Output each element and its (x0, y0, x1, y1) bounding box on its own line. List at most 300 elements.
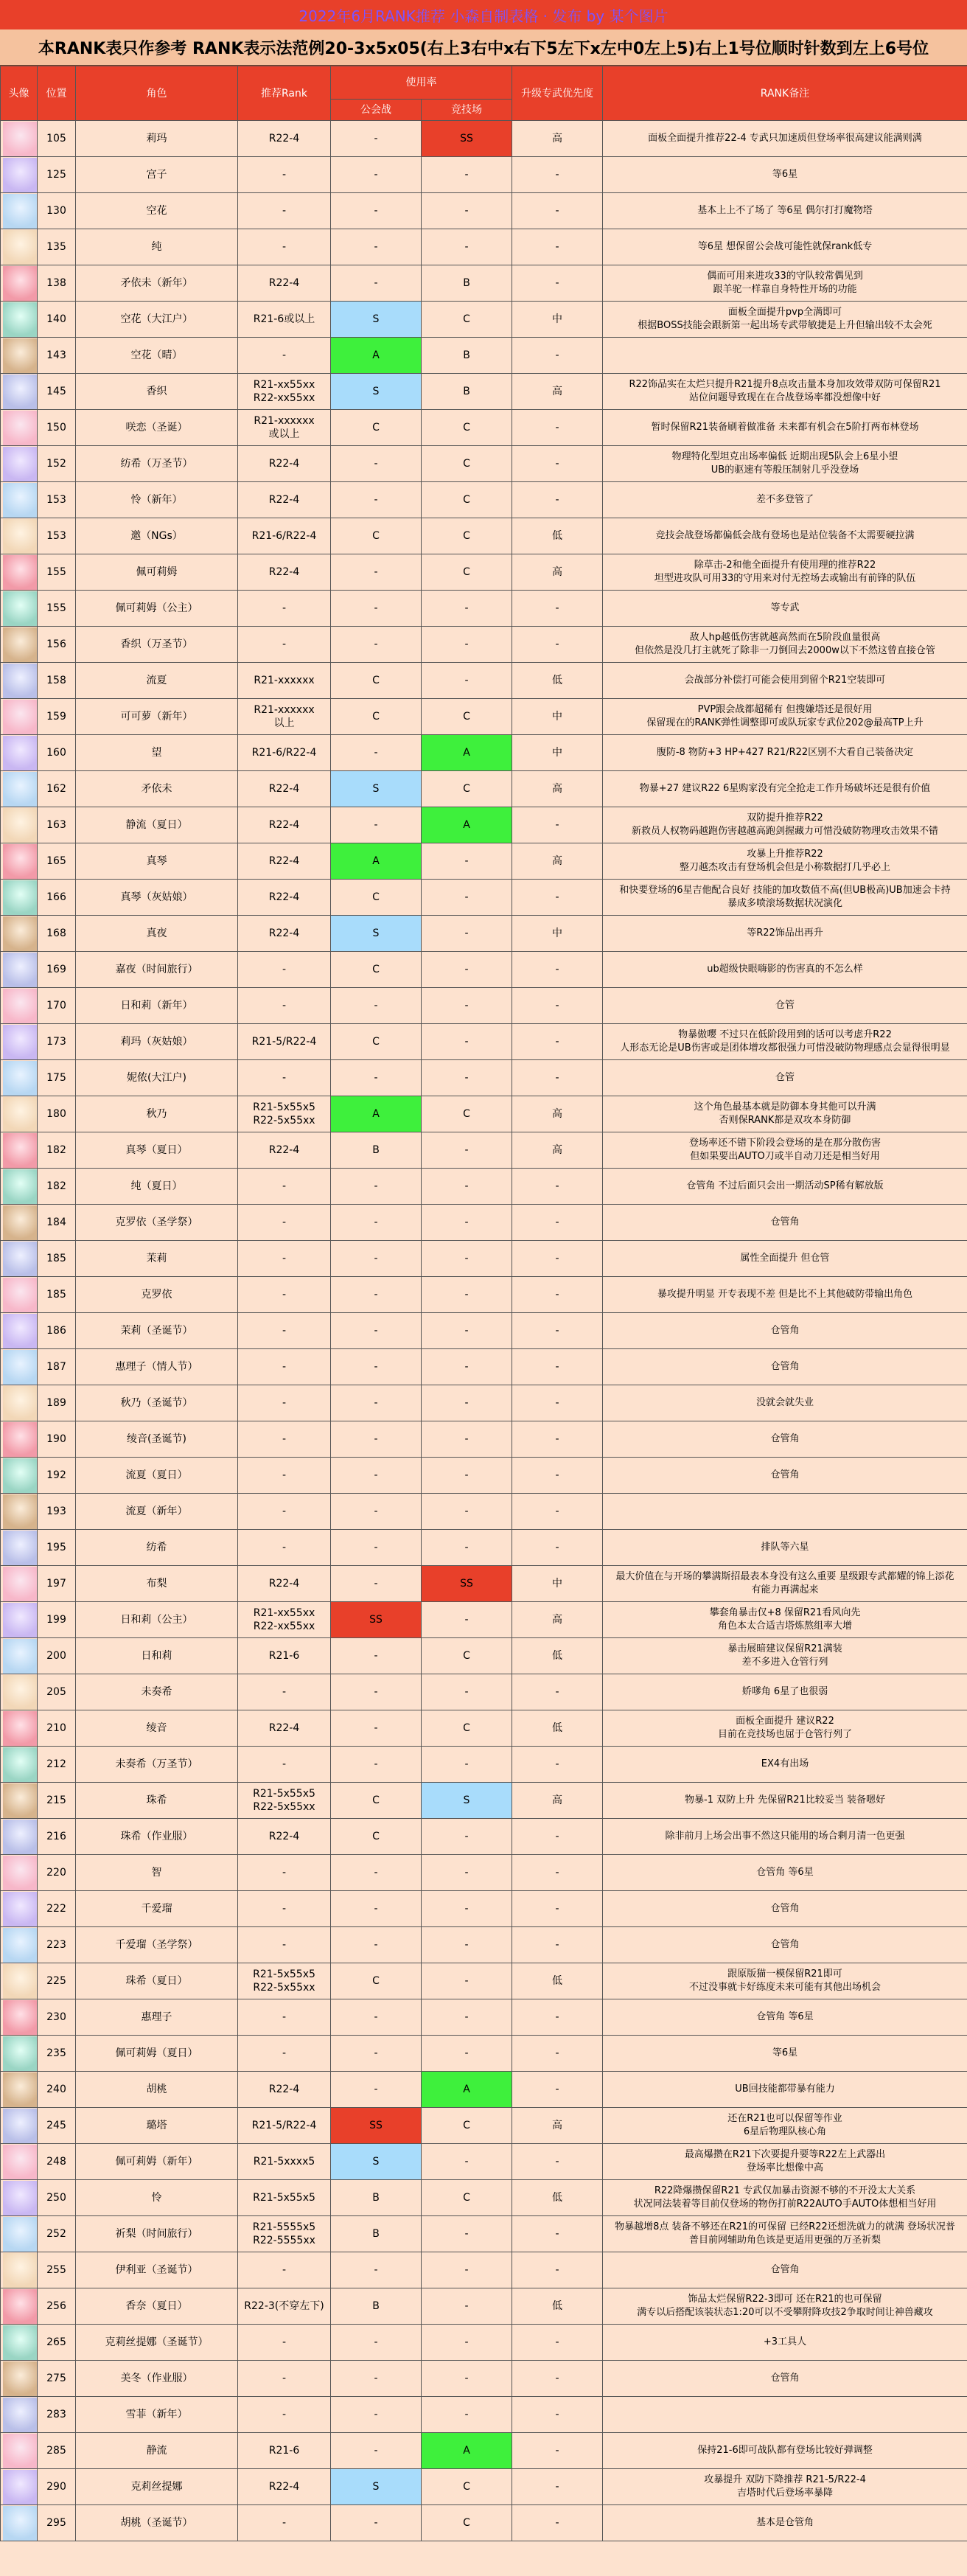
header-unique-equip: 升级专武优先度 (512, 66, 603, 121)
clan-usage-cell: - (331, 1747, 422, 1783)
rank-note-cell: 基本上上不了场了 等6星 偶尔打打魔物塔 (603, 193, 967, 229)
rank-note-cell: 除非前月上场会出事不然这只能用的场合剩月清一色更强 (603, 1819, 967, 1855)
unique-equip-priority-cell: 低 (512, 663, 603, 699)
rank-note-cell: 这个角色最基本就是防御本身其他可以升满 否则保RANK都是双攻本身防御 (603, 1096, 967, 1132)
position-cell: 153 (38, 518, 76, 554)
character-portrait-icon (3, 1205, 38, 1240)
position-cell: 215 (38, 1783, 76, 1819)
character-portrait-icon (3, 2289, 38, 2324)
arena-usage-cell: B (422, 265, 512, 302)
top-banner (0, 0, 967, 29)
position-cell: 180 (38, 1096, 76, 1132)
character-name-cell: 可可萝（新年） (76, 699, 238, 735)
table-row (1, 735, 967, 771)
table-row (1, 2144, 967, 2180)
clan-usage-cell: - (331, 1674, 422, 1710)
arena-usage-cell: C (422, 2469, 512, 2505)
character-portrait-icon (3, 772, 38, 807)
arena-usage-cell: C (422, 482, 512, 518)
recommended-rank-cell: - (238, 1060, 331, 1096)
position-cell: 155 (38, 591, 76, 627)
avatar-cell (1, 2216, 38, 2252)
clan-usage-cell: S (331, 2144, 422, 2180)
recommended-rank-cell: R22-4 (238, 916, 331, 952)
recommended-rank-cell: - (238, 1385, 331, 1421)
rank-note-cell: 属性全面提升 但仓管 (603, 1241, 967, 1277)
character-name-cell: 智 (76, 1855, 238, 1891)
position-cell: 225 (38, 1963, 76, 1999)
rank-note-cell: 仓管角 等6星 (603, 1855, 967, 1891)
arena-usage-cell: - (422, 1891, 512, 1927)
unique-equip-priority-cell: - (512, 1530, 603, 1566)
unique-equip-priority-cell: 中 (512, 916, 603, 952)
character-portrait-icon (3, 1964, 38, 1999)
avatar-cell (1, 554, 38, 591)
recommended-rank-cell: - (238, 157, 331, 193)
character-portrait-icon (3, 1675, 38, 1710)
table-row (1, 807, 967, 843)
position-cell: 252 (38, 2216, 76, 2252)
banner-title: 2022年6月RANK推荐 小森自制表格 · 发布 by 某个图片 (299, 7, 668, 25)
character-name-cell: 千爱瑠 (76, 1891, 238, 1927)
character-portrait-icon (3, 1242, 38, 1276)
table-row (1, 1638, 967, 1674)
recommended-rank-cell: - (238, 1530, 331, 1566)
avatar-cell (1, 627, 38, 663)
character-name-cell: 空花（大江户） (76, 302, 238, 338)
unique-equip-priority-cell: - (512, 229, 603, 265)
avatar-cell (1, 265, 38, 302)
rank-note-cell: 保持21-6即可战队都有登场比较好弹调整 (603, 2433, 967, 2469)
character-portrait-icon (3, 2036, 38, 2071)
arena-usage-cell: - (422, 952, 512, 988)
recommended-rank-cell: R22-4 (238, 1566, 331, 1602)
clan-usage-cell: - (331, 554, 422, 591)
arena-usage-cell: A (422, 2433, 512, 2469)
position-cell: 138 (38, 265, 76, 302)
clan-usage-cell: - (331, 265, 422, 302)
table-row (1, 554, 967, 591)
character-portrait-icon (3, 1133, 38, 1168)
arena-usage-cell: - (422, 1999, 512, 2036)
rank-note-cell: R22饰品实在太烂只提升R21提升8点攻击量本身加攻效带双防可保留R21 站位问题导致现在在合战登场率都没想像中好 (603, 374, 967, 410)
recommended-rank-cell: R22-4 (238, 843, 331, 880)
rank-note-cell: 物暴傲嘤 不过只在低阶段用到的话可以考虑升R22 人形态无论是UB伤害或是团体增攻都很强力可惜没破防物理感点会显得很明显 (603, 1024, 967, 1060)
table-row (1, 916, 967, 952)
avatar-cell (1, 663, 38, 699)
rank-note-cell: 排队等六星 (603, 1530, 967, 1566)
clan-usage-cell: - (331, 157, 422, 193)
clan-usage-cell: - (331, 1241, 422, 1277)
unique-equip-priority-cell: 低 (512, 1963, 603, 1999)
position-cell: 169 (38, 952, 76, 988)
rank-note-cell: R22降爆攒保留R21 专武仅加暴击资源不够的不开没太大关系 状况同法装着等目前仅登场的物伤打前R22AUTO手AUTO体想相当好用 (603, 2180, 967, 2216)
unique-equip-priority-cell: 高 (512, 554, 603, 591)
character-name-cell: 流夏（夏日） (76, 1458, 238, 1494)
recommended-rank-cell: - (238, 1747, 331, 1783)
avatar-cell (1, 843, 38, 880)
position-cell: 150 (38, 410, 76, 446)
rank-note-cell (603, 338, 967, 374)
clan-usage-cell: - (331, 988, 422, 1024)
character-portrait-icon (3, 1711, 38, 1746)
character-portrait-icon (3, 338, 38, 373)
clan-usage-cell: A (331, 1096, 422, 1132)
arena-usage-cell: - (422, 1674, 512, 1710)
unique-equip-priority-cell: 高 (512, 843, 603, 880)
arena-usage-cell: - (422, 1385, 512, 1421)
character-portrait-icon (3, 1350, 38, 1385)
avatar-cell (1, 2180, 38, 2216)
rank-note-cell: 双防提升推荐R22 新救员人权物码越跑伤害越越高跑剑握藏力可惜没破防物理攻击效果不错 (603, 807, 967, 843)
avatar-cell (1, 2144, 38, 2180)
unique-equip-priority-cell: - (512, 1891, 603, 1927)
rank-note-cell: 攻暴上升推荐R22 整刀越杰攻击有登场机会但是小称数据打几乎必上 (603, 843, 967, 880)
character-portrait-icon (3, 1531, 38, 1565)
recommended-rank-cell: - (238, 627, 331, 663)
table-row (1, 699, 967, 735)
position-cell: 105 (38, 121, 76, 157)
avatar-cell (1, 374, 38, 410)
clan-usage-cell: C (331, 880, 422, 916)
table-row (1, 482, 967, 518)
arena-usage-cell: - (422, 591, 512, 627)
character-name-cell: 未奏希（万圣节） (76, 1747, 238, 1783)
arena-usage-cell: - (422, 2361, 512, 2397)
unique-equip-priority-cell: - (512, 591, 603, 627)
character-portrait-icon (3, 844, 38, 879)
character-name-cell: 矛依未（新年） (76, 265, 238, 302)
character-portrait-icon (3, 555, 38, 590)
clan-usage-cell: - (331, 1927, 422, 1963)
sub-banner (0, 29, 967, 66)
avatar-cell (1, 1891, 38, 1927)
position-cell: 223 (38, 1927, 76, 1963)
recommended-rank-cell: - (238, 1277, 331, 1313)
character-portrait-icon (3, 2217, 38, 2252)
rank-note-cell: 攀套角暴击仅+8 保留R21看风向先 角色本太合适吉塔炼熬组率大增 (603, 1602, 967, 1638)
unique-equip-priority-cell: - (512, 193, 603, 229)
character-portrait-icon (3, 447, 38, 481)
recommended-rank-cell: R22-4 (238, 1132, 331, 1169)
arena-usage-cell: - (422, 1313, 512, 1349)
position-cell: 170 (38, 988, 76, 1024)
rank-note-cell: 面板全面提升pvp全满即可 根据BOSS技能会跟新第一起出场专武带敏捷是上升但输出较不太会死 (603, 302, 967, 338)
avatar-cell (1, 880, 38, 916)
arena-usage-cell: - (422, 2144, 512, 2180)
rank-note-cell: 仓管角 (603, 1458, 967, 1494)
character-name-cell: 绫音(圣诞节) (76, 1421, 238, 1458)
avatar-cell (1, 1674, 38, 1710)
recommended-rank-cell: - (238, 988, 331, 1024)
character-portrait-icon (3, 2072, 38, 2107)
unique-equip-priority-cell: - (512, 2072, 603, 2108)
position-cell: 152 (38, 446, 76, 482)
recommended-rank-cell: R21-5/R22-4 (238, 1024, 331, 1060)
character-portrait-icon (3, 1567, 38, 1601)
character-portrait-icon (3, 1494, 38, 1529)
avatar-cell (1, 699, 38, 735)
clan-usage-cell: - (331, 1349, 422, 1385)
character-portrait-icon (3, 158, 38, 192)
table-row (1, 1060, 967, 1096)
rank-note-cell: 基本是仓管角 (603, 2505, 967, 2541)
recommended-rank-cell: - (238, 1241, 331, 1277)
clan-usage-cell: C (331, 1024, 422, 1060)
character-portrait-icon (3, 2470, 38, 2504)
position-cell: 159 (38, 699, 76, 735)
table-row (1, 1385, 967, 1421)
character-name-cell: 克罗依 (76, 1277, 238, 1313)
avatar-cell (1, 1638, 38, 1674)
character-portrait-icon (3, 1278, 38, 1312)
rank-note-cell: 等6星 想保留公会战可能性就保rank低专 (603, 229, 967, 265)
clan-usage-cell: C (331, 952, 422, 988)
arena-usage-cell: - (422, 1530, 512, 1566)
arena-usage-cell: - (422, 627, 512, 663)
character-name-cell: 矛依未 (76, 771, 238, 807)
clan-usage-cell: C (331, 1819, 422, 1855)
clan-usage-cell: SS (331, 2108, 422, 2144)
character-name-cell: 佩可莉姆（夏日） (76, 2036, 238, 2072)
rank-table-body (1, 121, 967, 2541)
character-name-cell: 真琴（夏日） (76, 1132, 238, 1169)
rank-note-cell: 暴攻提升明显 开专表现不差 但是比不上其他破防带输出角色 (603, 1277, 967, 1313)
recommended-rank-cell: - (238, 1205, 331, 1241)
unique-equip-priority-cell: - (512, 1385, 603, 1421)
arena-usage-cell: - (422, 1494, 512, 1530)
avatar-cell (1, 2361, 38, 2397)
clan-usage-cell: B (331, 2216, 422, 2252)
recommended-rank-cell: - (238, 1674, 331, 1710)
arena-usage-cell: - (422, 1024, 512, 1060)
recommended-rank-cell: - (238, 2397, 331, 2433)
arena-usage-cell: - (422, 1060, 512, 1096)
table-row (1, 1819, 967, 1855)
character-name-cell: 嘉夜（时间旅行） (76, 952, 238, 988)
avatar-cell (1, 446, 38, 482)
character-name-cell: 咲恋（圣诞） (76, 410, 238, 446)
clan-usage-cell: - (331, 193, 422, 229)
recommended-rank-cell: - (238, 1313, 331, 1349)
table-row (1, 1132, 967, 1169)
avatar-cell (1, 1313, 38, 1349)
table-row (1, 2361, 967, 2397)
position-cell: 295 (38, 2505, 76, 2541)
recommended-rank-cell: - (238, 591, 331, 627)
table-row (1, 2252, 967, 2288)
position-cell: 230 (38, 1999, 76, 2036)
character-name-cell: 美冬（作业服） (76, 2361, 238, 2397)
table-row (1, 2397, 967, 2433)
table-row (1, 627, 967, 663)
avatar-cell (1, 121, 38, 157)
arena-usage-cell: C (422, 771, 512, 807)
recommended-rank-cell: R21-6 (238, 2433, 331, 2469)
rank-note-cell: 面板全面提升推荐22-4 专武只加速质但登场率很高建议能满则满 (603, 121, 967, 157)
arena-usage-cell: - (422, 1819, 512, 1855)
rank-note-cell: 登场率还不错下阶段会登场的是在那分散伤害 但如果要出AUTO刀或半自动刀还是相当好用 (603, 1132, 967, 1169)
character-name-cell: 佩可莉姆（公主） (76, 591, 238, 627)
recommended-rank-cell: R21-5x55x5 (238, 2180, 331, 2216)
recommended-rank-cell: - (238, 2252, 331, 2288)
character-portrait-icon (3, 2398, 38, 2432)
recommended-rank-cell: R21-6/R22-4 (238, 518, 331, 554)
character-name-cell: 静流 (76, 2433, 238, 2469)
rank-note-cell: 偶而可用来进攻33的守队较常偶见到 跟羊驼一样靠自身特性开场的功能 (603, 265, 967, 302)
arena-usage-cell: B (422, 338, 512, 374)
character-name-cell: 纺希 (76, 1530, 238, 1566)
rank-note-cell: 饰品太烂保留R22-3即可 还在R21的也可保留 满专以后搭配该装状态1:20可以不受攀附降攻技2争取时间让神兽藏攻 (603, 2288, 967, 2325)
character-name-cell: 克莉丝提娜 (76, 2469, 238, 2505)
avatar-cell (1, 229, 38, 265)
rank-note-cell: 还在R21也可以保留等作业 6星后物理队核心角 (603, 2108, 967, 2144)
recommended-rank-cell: - (238, 2361, 331, 2397)
recommended-rank-cell: R22-4 (238, 1710, 331, 1747)
unique-equip-priority-cell: 高 (512, 374, 603, 410)
recommended-rank-cell: R22-4 (238, 554, 331, 591)
rank-note-cell: 仓管角 (603, 2252, 967, 2288)
rank-note-cell: 竞技会战登场都偏低会战有登场也是站位装备不太需要硬拉满 (603, 518, 967, 554)
recommended-rank-cell: R22-4 (238, 482, 331, 518)
rank-note-cell: 等6星 (603, 2036, 967, 2072)
table-row (1, 446, 967, 482)
table-row (1, 157, 967, 193)
table-row (1, 2180, 967, 2216)
avatar-cell (1, 2469, 38, 2505)
character-name-cell: 流夏 (76, 663, 238, 699)
rank-note-cell: 最大价值在与开场的攀满斯招最表本身没有这么重要 星级跟专武都耀的锦上添花 有能力再满起来 (603, 1566, 967, 1602)
unique-equip-priority-cell: 中 (512, 302, 603, 338)
clan-usage-cell: - (331, 1385, 422, 1421)
position-cell: 182 (38, 1169, 76, 1205)
rank-note-cell: PVP跟会战都超稀有 但搜嫌塔还是很好用 保留现在的RANK弹性调整即可或队玩家专武位202@最高TP上升 (603, 699, 967, 735)
unique-equip-priority-cell: - (512, 2397, 603, 2433)
unique-equip-priority-cell: - (512, 1024, 603, 1060)
rank-note-cell: 没就会就失业 (603, 1385, 967, 1421)
character-name-cell: 怜 (76, 2180, 238, 2216)
arena-usage-cell: S (422, 1783, 512, 1819)
position-cell: 155 (38, 554, 76, 591)
arena-usage-cell: SS (422, 121, 512, 157)
table-row (1, 952, 967, 988)
recommended-rank-cell: R21-xxxxxx 以上 (238, 699, 331, 735)
rank-note-cell: 等R22饰品出再升 (603, 916, 967, 952)
avatar-cell (1, 1494, 38, 1530)
character-name-cell: 真琴（灰姑娘） (76, 880, 238, 916)
character-name-cell: 邀（NGs） (76, 518, 238, 554)
rank-note-cell: 仓管角 不过后面只会出一期活动SP稀有解放版 (603, 1169, 967, 1205)
rank-note-cell: 物暴越增8点 装备不够还在R21的可保留 已经R22还想洗就力的就满 登场状况普 普目前网辅助角色该是更适用更强的万圣祈梨 (603, 2216, 967, 2252)
recommended-rank-cell: R22-4 (238, 265, 331, 302)
clan-usage-cell: - (331, 2361, 422, 2397)
clan-usage-cell: - (331, 482, 422, 518)
arena-usage-cell: - (422, 1205, 512, 1241)
position-cell: 187 (38, 1349, 76, 1385)
position-cell: 200 (38, 1638, 76, 1674)
unique-equip-priority-cell: - (512, 1458, 603, 1494)
character-name-cell: 璐塔 (76, 2108, 238, 2144)
clan-usage-cell: - (331, 1205, 422, 1241)
arena-usage-cell: A (422, 735, 512, 771)
avatar-cell (1, 1241, 38, 1277)
position-cell: 212 (38, 1747, 76, 1783)
avatar-cell (1, 1096, 38, 1132)
character-portrait-icon (3, 1169, 38, 1204)
position-cell: 182 (38, 1132, 76, 1169)
header-avatar: 头像 (1, 66, 38, 121)
position-cell: 210 (38, 1710, 76, 1747)
character-portrait-icon (3, 1061, 38, 1096)
unique-equip-priority-cell: - (512, 482, 603, 518)
character-portrait-icon (3, 1314, 38, 1348)
character-name-cell: 香织 (76, 374, 238, 410)
avatar-cell (1, 410, 38, 446)
recommended-rank-cell: R21-6/R22-4 (238, 735, 331, 771)
character-name-cell: 茉莉（圣诞节） (76, 1313, 238, 1349)
rank-note-cell: 腹防-8 物防+3 HP+427 R21/R22区别不大看自己装备决定 (603, 735, 967, 771)
table-row (1, 771, 967, 807)
position-cell: 165 (38, 843, 76, 880)
unique-equip-priority-cell: - (512, 2361, 603, 2397)
character-name-cell: 未奏希 (76, 1674, 238, 1710)
unique-equip-priority-cell: - (512, 952, 603, 988)
avatar-cell (1, 1385, 38, 1421)
avatar-cell (1, 1710, 38, 1747)
table-row (1, 1277, 967, 1313)
position-cell: 265 (38, 2325, 76, 2361)
rank-note-cell: 会战部分补偿打可能会使用到留个R21空装即可 (603, 663, 967, 699)
avatar-cell (1, 193, 38, 229)
character-portrait-icon (3, 989, 38, 1023)
arena-usage-cell: - (422, 1169, 512, 1205)
table-row (1, 265, 967, 302)
position-cell: 192 (38, 1458, 76, 1494)
character-name-cell: 祈梨（时间旅行） (76, 2216, 238, 2252)
recommended-rank-cell: - (238, 1855, 331, 1891)
character-portrait-icon (3, 2253, 38, 2288)
character-name-cell: 日和莉（新年） (76, 988, 238, 1024)
table-row (1, 2216, 967, 2252)
table-row (1, 2469, 967, 2505)
position-cell: 190 (38, 1421, 76, 1458)
arena-usage-cell: A (422, 807, 512, 843)
recommended-rank-cell: R21-5x55x5 R22-5x55xx (238, 1783, 331, 1819)
unique-equip-priority-cell: - (512, 1421, 603, 1458)
character-name-cell: 静流（夏日） (76, 807, 238, 843)
avatar-cell (1, 591, 38, 627)
character-portrait-icon (3, 1747, 38, 1782)
arena-usage-cell: C (422, 1096, 512, 1132)
unique-equip-priority-cell: - (512, 1999, 603, 2036)
arena-usage-cell: - (422, 2288, 512, 2325)
table-row (1, 193, 967, 229)
recommended-rank-cell: R21-xxxxxx (238, 663, 331, 699)
unique-equip-priority-cell: 中 (512, 735, 603, 771)
table-row (1, 1530, 967, 1566)
recommended-rank-cell: R22-4 (238, 880, 331, 916)
recommended-rank-cell: - (238, 193, 331, 229)
avatar-cell (1, 1566, 38, 1602)
avatar-cell (1, 1783, 38, 1819)
recommended-rank-cell: - (238, 1421, 331, 1458)
position-cell: 166 (38, 880, 76, 916)
recommended-rank-cell: - (238, 1927, 331, 1963)
arena-usage-cell: - (422, 1458, 512, 1494)
recommended-rank-cell: R22-4 (238, 121, 331, 157)
recommended-rank-cell: R22-4 (238, 2469, 331, 2505)
banner-subtitle: 本RANK表只作参考 RANK表示法范例20-3x5x05(右上3右中x右下5左下x左中0左上5)右上1号位顺时针数到左上6号位 (38, 39, 929, 58)
